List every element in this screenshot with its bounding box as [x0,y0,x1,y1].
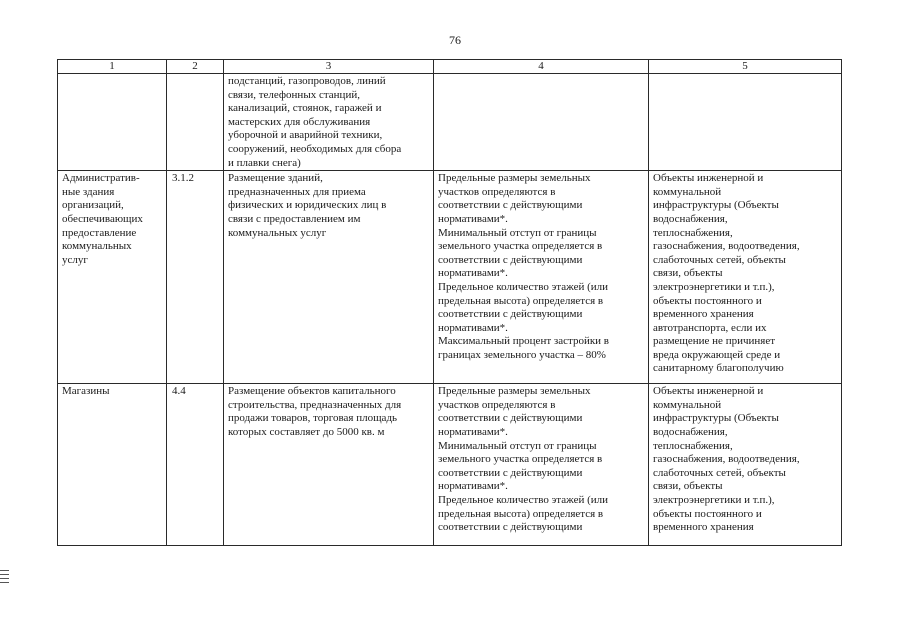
cell-parameters [434,74,649,171]
column-header-5: 5 [649,60,842,74]
table-row [58,171,842,384]
cell-use-description: Размещение объектов капитального строительства, предназначенных для продажи товаров, торговая площадь которых составляет до 5000 кв. м [224,384,434,546]
column-header-1: 1 [58,60,167,74]
cell-use-description: Размещение зданий, предназначенных для приема физических и юридических лиц в связи с предоставлением им коммунальных услуг [224,171,434,384]
column-header-3: 3 [224,60,434,74]
table-header-row [58,60,842,74]
cell-use-code [167,74,224,171]
cell-parameters: Предельные размеры земельных участков определяются в соответствии с действующими нормативами*. Минимальный отступ от границы земельного участка определяется в соответствии с действующими нормативами*. Предельное количество этажей (или предельная высота) определяется в соответствии с действующими нормативами*. Максимальный процент застройки в границах земельного участка – 80% [434,171,649,384]
margin-mark [0,578,9,579]
scan-margin-marks [0,570,9,586]
cell-use-name [58,74,167,171]
cell-auxiliary-uses: Объекты инженерной и коммунальной инфраструктуры (Объекты водоснабжения, теплоснабжения, газоснабжения, водоотведения, слаботочных сетей, объекты связи, объекты электроэнергетики и т.п.), объекты постоянного и временного хранения автотранспорта, если их размещение не причиняет вреда окружающей среде и санитарному благополучию [649,171,842,384]
column-header-2: 2 [167,60,224,74]
margin-mark [0,570,9,571]
cell-use-code: 3.1.2 [167,171,224,384]
cell-use-name: Магазины [58,384,167,546]
page-number: 76 [449,33,461,47]
cell-auxiliary-uses: Объекты инженерной и коммунальной инфраструктуры (Объекты водоснабжения, теплоснабжения, газоснабжения, водоотведения, слаботочных сетей, объекты связи, объекты электроэнергетики и т.п.), объекты постоянного и временного хранения [649,384,842,546]
cell-use-name: Административ- ные здания организаций, обеспечивающих предоставление коммунальных услуг [58,171,167,384]
margin-mark [0,574,9,575]
cell-use-code: 4.4 [167,384,224,546]
column-header-4: 4 [434,60,649,74]
margin-mark [0,582,9,583]
cell-parameters: Предельные размеры земельных участков определяются в соответствии с действующими нормативами*. Минимальный отступ от границы земельного участка определяется в соответствии с действующими нормативами*. Предельное количество этажей (или предельная высота) определяется в соответствии с действующими [434,384,649,546]
cell-auxiliary-uses [649,74,842,171]
table-row [58,74,842,171]
table-row [58,384,842,546]
land-use-table [57,59,842,546]
cell-use-description: подстанций, газопроводов, линий связи, телефонных станций, канализаций, стоянок, гаражей и мастерских для обслуживания уборочной и аварийной техники, сооружений, необходимых для сбора и плавки снега) [224,74,434,171]
